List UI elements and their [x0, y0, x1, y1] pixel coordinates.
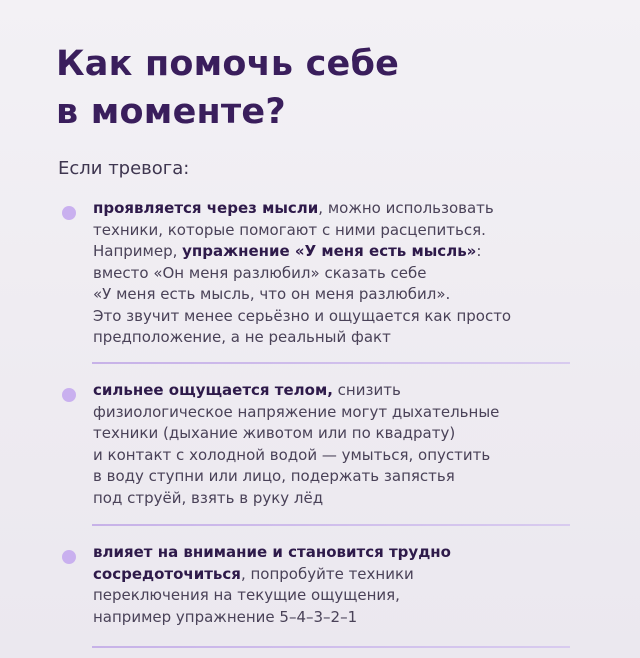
body-text: под струёй, взять в руку лёд [93, 488, 324, 507]
list-item-thoughts [62, 198, 582, 349]
bullet-dot-icon [62, 206, 76, 220]
emphasis-text: влияет на внимание и становится трудно [93, 543, 451, 561]
text-line [93, 241, 582, 263]
bullet-dot-icon [62, 550, 76, 564]
emphasis-text: сосредоточиться [93, 564, 241, 583]
body-text: например упражнение 5–4–3–2–1 [93, 607, 358, 626]
body-text: : [476, 242, 482, 260]
text-line [93, 402, 582, 424]
body-text: предположение, а не реальный факт [93, 328, 391, 346]
body-text: переключения на текущие ощущения, [93, 586, 400, 604]
divider [92, 646, 570, 648]
list-item-text [93, 198, 582, 349]
body-text: Например, [93, 242, 183, 260]
text-line [93, 585, 582, 607]
page-title [56, 40, 399, 136]
text-line [93, 445, 582, 467]
text-line [93, 564, 582, 586]
divider [92, 524, 570, 526]
body-text: снизить [332, 381, 401, 399]
body-text: и контакт с холодной водой — умыться, опустить [93, 445, 491, 464]
body-text: Это звучит менее серьёзно и ощущается как просто [93, 306, 512, 325]
intro-text: Если тревога: [58, 158, 190, 179]
list-item-attention [62, 542, 582, 628]
emphasis-text: упражнение «У меня есть мысль» [182, 242, 477, 260]
divider [92, 362, 570, 364]
list-item-body [62, 380, 582, 509]
body-text: в воду ступни или лицо, подержать запястья [93, 467, 455, 485]
body-text: техники (дыхание животом или по квадрату) [93, 424, 456, 442]
page-title-line-2: в моменте? [56, 92, 286, 132]
body-text: , можно использовать [318, 199, 494, 217]
text-line [93, 306, 582, 328]
emphasis-text: проявляется через мысли [93, 199, 319, 217]
bullet-dot-icon [62, 388, 76, 402]
body-text: вместо «Он меня разлюбил» сказать себе [93, 263, 427, 282]
text-line [93, 327, 582, 349]
body-text: техники, которые помогают с ними расцепиться. [93, 220, 486, 239]
body-text: «У меня есть мысль, что он меня разлюбил». [93, 285, 451, 303]
text-line [93, 466, 582, 488]
list-item-text [93, 380, 582, 509]
text-line [93, 198, 582, 220]
body-text: , попробуйте техники [240, 564, 414, 583]
text-line [93, 423, 582, 445]
text-line [93, 542, 582, 564]
text-line [93, 284, 582, 306]
emphasis-text: сильнее ощущается телом, [93, 381, 333, 399]
text-line [93, 488, 582, 510]
page-title-line-1: Как помочь себе [56, 44, 400, 84]
text-line [93, 220, 582, 242]
body-text: физиологическое напряжение могут дыхательные [93, 402, 500, 421]
text-line [93, 263, 582, 285]
text-line [93, 380, 582, 402]
list-item-text [93, 542, 582, 628]
text-line [93, 607, 582, 629]
